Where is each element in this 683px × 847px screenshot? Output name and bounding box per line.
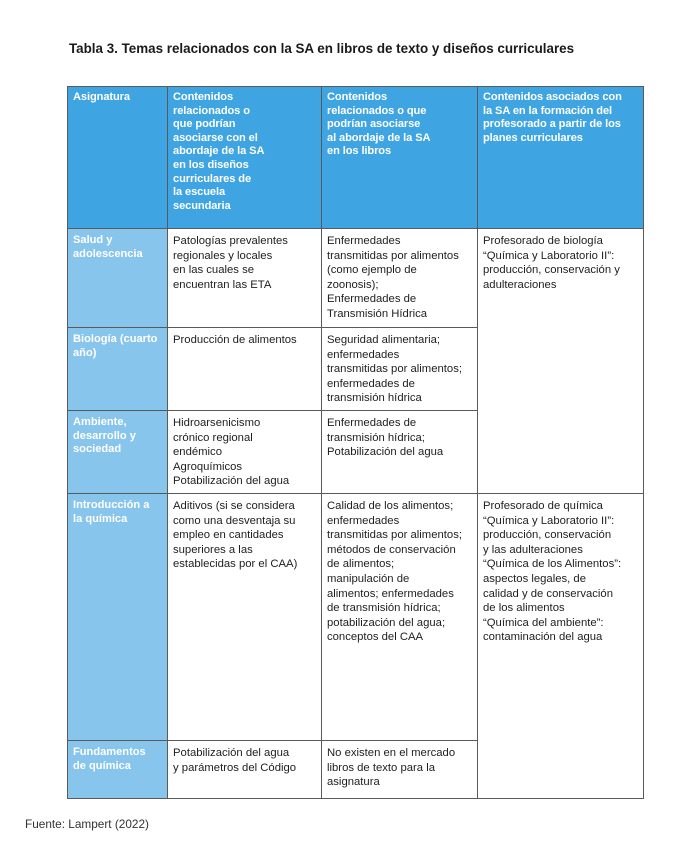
text-line: Contenidos xyxy=(173,91,234,103)
text-line: la escuela xyxy=(173,186,226,199)
text-line: de química xyxy=(73,759,131,772)
text-line: de transmisión hídrica; xyxy=(327,602,441,615)
subject-cell xyxy=(68,410,168,493)
text-line: enfermedades xyxy=(327,348,400,361)
text-line: encuentran las ETA xyxy=(173,278,272,291)
text-line: Seguridad alimentaria; xyxy=(327,334,441,346)
teacher-training-cell xyxy=(478,229,644,494)
text-line: (como ejemplo de xyxy=(327,264,417,277)
books-cell xyxy=(322,740,478,798)
text-line: enfermedades xyxy=(327,514,400,527)
text-line: contaminación del agua xyxy=(483,631,603,644)
text-line: adulteraciones xyxy=(483,278,557,291)
header-teacher-training-contents xyxy=(478,87,644,229)
books-cell xyxy=(322,328,478,411)
subject-cell xyxy=(68,229,168,328)
text-line: Fundamentos xyxy=(73,745,146,758)
teacher-training-cell xyxy=(478,493,644,798)
text-line: Agroquímicos xyxy=(173,460,243,473)
books-cell xyxy=(322,410,478,493)
header-subject xyxy=(68,87,168,229)
text-line: zoonosis); xyxy=(327,278,379,291)
text-line: transmisión hídrica; xyxy=(327,431,425,444)
curricular-cell xyxy=(168,740,322,798)
text-line: como una desventaja su xyxy=(173,514,296,527)
header-row xyxy=(68,87,644,229)
text-line: aspectos legales, de xyxy=(483,572,586,585)
text-line: manipulación de xyxy=(327,572,410,585)
table-title: Tabla 3. Temas relacionados con la SA en libros de texto y diseños curriculares xyxy=(69,41,575,56)
books-cell xyxy=(322,493,478,740)
text-line: podrían asociarse xyxy=(327,118,421,131)
text-line: Potabilización del agua xyxy=(173,746,290,759)
text-line: sociedad xyxy=(73,443,122,456)
text-line: en las cuales se xyxy=(173,264,255,277)
curriculum-table xyxy=(67,86,644,799)
text-line: libros de texto para la xyxy=(327,761,436,774)
text-line: transmitidas por alimentos xyxy=(327,249,459,262)
text-line: enfermedades de xyxy=(327,377,415,390)
text-line: Enfermedades xyxy=(327,235,401,247)
text-line: Calidad de los alimentos; xyxy=(327,499,454,512)
text-line: relacionados o que xyxy=(327,104,427,117)
text-line: año) xyxy=(73,346,97,359)
text-line: superiores a las xyxy=(173,543,253,556)
text-line: Hidroarsenicismo xyxy=(173,416,261,429)
books-cell xyxy=(322,229,478,328)
text-line: métodos de conservación xyxy=(327,543,456,556)
text-line: Contenidos asociados con xyxy=(483,91,622,103)
subject-cell xyxy=(68,493,168,740)
text-line: producción, conservación y xyxy=(483,264,620,277)
text-line: “Química y Laboratorio II”: xyxy=(483,249,615,262)
text-line: Producción de alimentos xyxy=(173,334,297,346)
source-note: Fuente: Lampert (2022) xyxy=(25,817,149,831)
curricular-cell xyxy=(168,410,322,493)
text-line: endémico xyxy=(173,446,222,459)
text-line: Enfermedades de xyxy=(327,293,417,306)
text-line: y las adulteraciones xyxy=(483,543,583,556)
text-line: transmisión hídrica xyxy=(327,392,422,405)
text-line: en los libros xyxy=(327,145,392,158)
text-line: y parámetros del Código xyxy=(173,761,297,774)
text-line: establecidas por el CAA) xyxy=(173,558,298,571)
text-line: regionales y locales xyxy=(173,249,273,262)
curricular-cell xyxy=(168,229,322,328)
text-line: Potabilización del agua xyxy=(327,446,444,459)
text-line: relacionados o xyxy=(173,104,250,117)
text-line: producción, conservación xyxy=(483,529,612,542)
text-line: desarrollo y xyxy=(73,429,136,442)
text-line: transmitidas por alimentos; xyxy=(327,363,462,376)
text-line: No existen en el mercado xyxy=(327,746,456,759)
text-line: asociarse con el xyxy=(173,131,258,144)
header-textbook-contents xyxy=(322,87,478,229)
text-line: abordaje de la SA xyxy=(173,145,265,158)
text-line: conceptos del CAA xyxy=(327,631,424,644)
text-line: alimentos; enfermedades xyxy=(327,587,454,600)
text-line: la SA en la formación del xyxy=(483,104,613,117)
text-line: crónico regional xyxy=(173,431,253,444)
text-line: Transmisión Hídrica xyxy=(327,307,428,320)
curricular-cell xyxy=(168,493,322,740)
text-line: “Química del ambiente”: xyxy=(483,616,604,629)
text-line: profesorado a partir de los xyxy=(483,118,621,131)
text-line: curriculares de xyxy=(173,172,252,185)
text-line: Enfermedades de xyxy=(327,416,417,429)
text-line: Biología (cuarto xyxy=(73,333,158,345)
text-line: Asignatura xyxy=(73,91,130,103)
text-line: calidad y de conservación xyxy=(483,587,613,600)
subject-cell xyxy=(68,328,168,411)
text-line: Profesorado de química xyxy=(483,499,603,512)
curricular-cell xyxy=(168,328,322,411)
text-line: Introducción a xyxy=(73,498,150,511)
text-line: Profesorado de biología xyxy=(483,235,603,247)
table-row xyxy=(68,229,644,328)
text-line: potabilización del agua; xyxy=(327,616,446,629)
text-line: Aditivos (si se considera xyxy=(173,499,295,512)
text-line: secundaria xyxy=(173,199,231,212)
text-line: transmitidas por alimentos; xyxy=(327,529,462,542)
text-line: de los alimentos xyxy=(483,602,565,615)
table-row xyxy=(68,493,644,740)
text-line: planes curriculares xyxy=(483,131,583,144)
text-line: de alimentos; xyxy=(327,558,395,571)
text-line: “Química de los Alimentos”: xyxy=(483,558,622,571)
text-line: Ambiente, xyxy=(73,415,127,428)
header-curricular-contents xyxy=(168,87,322,229)
text-line: en los diseños xyxy=(173,158,249,171)
text-line: Salud y xyxy=(73,234,113,246)
text-line: Patologías prevalentes xyxy=(173,235,288,247)
subject-cell xyxy=(68,740,168,798)
text-line: Potabilización del agua xyxy=(173,475,290,488)
text-line: adolescencia xyxy=(73,247,143,260)
text-line: Contenidos xyxy=(327,91,388,103)
text-line: que podrían xyxy=(173,118,236,131)
text-line: asignatura xyxy=(327,776,380,789)
text-line: empleo en cantidades xyxy=(173,529,284,542)
text-line: “Química y Laboratorio II”: xyxy=(483,514,615,527)
text-line: la química xyxy=(73,512,128,525)
text-line: al abordaje de la SA xyxy=(327,131,431,144)
